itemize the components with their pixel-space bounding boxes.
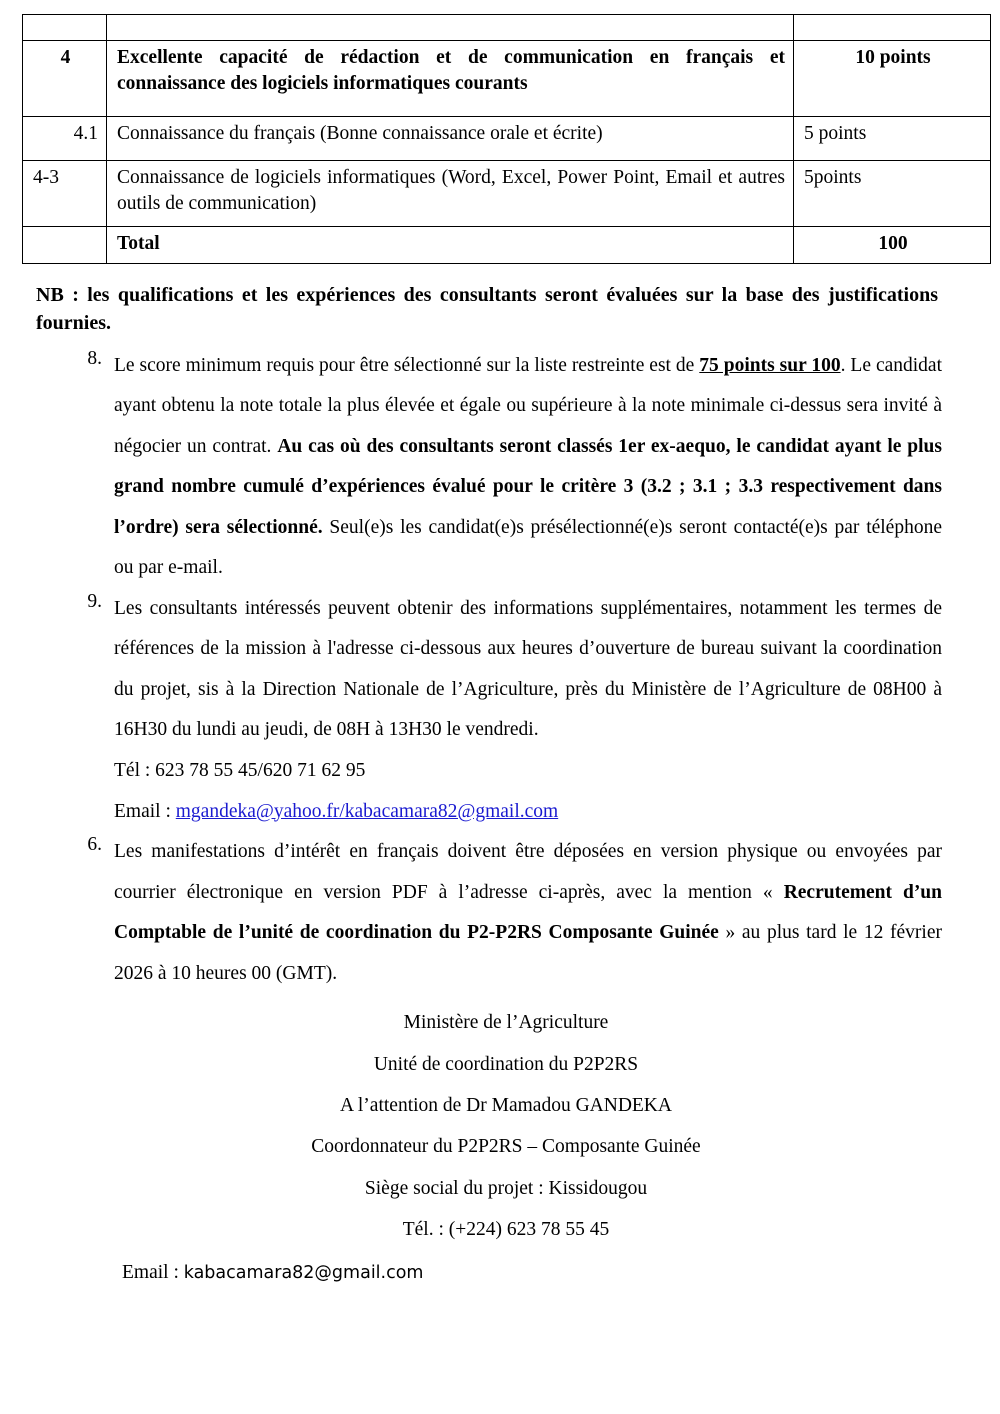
list-item-paragraph	[114, 832, 990, 994]
cell-desc: Connaissance de logiciels informatiques (Word, Excel, Power Point, Email et autres outils de communication)	[107, 161, 794, 227]
address-line-phone: Tél. : (+224) 623 78 55 45	[402, 1218, 610, 1240]
list-item-8	[22, 346, 990, 589]
address-line-ministry: Ministère de l’Agriculture	[403, 1012, 609, 1034]
text-segment: Seul(e)s les candidat(e)s présélectionné(e)s seront contacté(e)s par téléphone ou par e-mail.	[114, 516, 942, 579]
address-line-attention: A l’attention de Dr Mamadou GANDEKA	[340, 1094, 672, 1116]
table-row	[23, 41, 991, 117]
contact-email-line	[22, 792, 990, 833]
cell-desc: Total	[107, 227, 794, 264]
text-segment: Les consultants intéressés peuvent obtenir des informations supplémentaires, notamment les termes de références de la mission à l'adresse ci-dessous aux heures d’ouverture de bureau suivant la coordination du projet, sis à la Direction Nationale de l’Agriculture, près du Ministère de l’Agriculture de 08H00 à 16H30 du lundi au jeudi, de 08H à 13H30 le vendredi.	[114, 597, 942, 741]
text-segment: Les manifestations d’intérêt en français doivent être déposées en version physique ou envoyées par courrier électronique en version PDF à l’adresse ci-après, avec la mention «	[114, 841, 942, 903]
text-segment-bold: Au cas où des consultants seront classés 1er ex-aequo, le candidat ayant le plus grand nombre cumulé d’expériences évalué pour le critère 3 (3.2 ; 3.1 ; 3.3 respectivement dans l’ordre) sera sélectionné.	[114, 435, 942, 538]
final-email-line	[22, 1258, 990, 1287]
text-segment: Le score minimum requis pour être sélectionné sur la liste restreinte est de	[114, 354, 700, 376]
email-label: Email :	[114, 800, 176, 822]
phone-label-and-number: Tél : 623 78 55 45/620 71 62 95	[114, 759, 366, 781]
address-block	[22, 1002, 990, 1250]
cell-num: 4.1	[23, 117, 107, 161]
address-line-coordinator: Coordonnateur du P2P2RS – Composante Guinée	[311, 1136, 701, 1158]
cell-num	[23, 227, 107, 264]
cell-points: 5points	[794, 161, 991, 227]
address-line-unit: Unité de coordination du P2P2RS	[373, 1053, 639, 1075]
cell-points: 5 points	[794, 117, 991, 161]
text-segment: . Le candidat ayant obtenu la note totale la plus élevée et égale ou supérieure à la note minimale ci-dessus sera invité à négocier un contrat.	[114, 354, 942, 457]
email-hyperlink[interactable]: mgandeka@yahoo.fr/kabacamara82@gmail.com	[175, 800, 559, 822]
text-segment: » au plus tard le 12 février 2026 à 10 heures 00 (GMT).	[114, 922, 942, 984]
table-row	[23, 161, 991, 227]
cell-desc: Excellente capacité de rédaction et de communication en français et connaissance des logiciels informatiques courants	[107, 41, 794, 117]
final-email-address: kabacamara82@gmail.com	[183, 1263, 424, 1284]
cell-desc: Connaissance du français (Bonne connaissance orale et écrite)	[107, 117, 794, 161]
cell-points	[794, 15, 991, 41]
cell-points: 100	[794, 227, 991, 264]
list-item-paragraph	[114, 346, 990, 589]
cell-num	[23, 15, 107, 41]
list-item-paragraph	[114, 589, 990, 751]
list-item-9	[22, 589, 990, 751]
text-segment-bold: Recrutement d’un Comptable de l’unité de coordination du P2-P2RS Composante Guinée	[114, 881, 942, 944]
contact-phone-line	[22, 751, 990, 792]
list-item-number: 6.	[87, 834, 102, 856]
numbered-list	[22, 346, 990, 751]
text-segment-emphasis: 75 points sur 100	[699, 354, 841, 376]
address-line-headquarters: Siège social du projet : Kissidougou	[364, 1177, 648, 1199]
cell-desc	[107, 15, 794, 41]
cell-num: 4	[23, 41, 107, 117]
nb-note: NB : les qualifications et les expériences des consultants seront évaluées sur la base des justifications fournies.	[36, 283, 938, 335]
cell-num: 4-3	[23, 161, 107, 227]
list-item-6	[22, 832, 990, 994]
table-row-empty	[23, 15, 991, 41]
table-row	[23, 117, 991, 161]
table-row-total	[23, 227, 991, 264]
criteria-table	[22, 14, 991, 264]
list-item-number: 9.	[87, 590, 102, 612]
final-email-label: Email :	[122, 1262, 184, 1284]
list-item-number: 8.	[87, 347, 102, 369]
numbered-list-continued	[22, 832, 990, 994]
cell-points: 10 points	[794, 41, 991, 117]
